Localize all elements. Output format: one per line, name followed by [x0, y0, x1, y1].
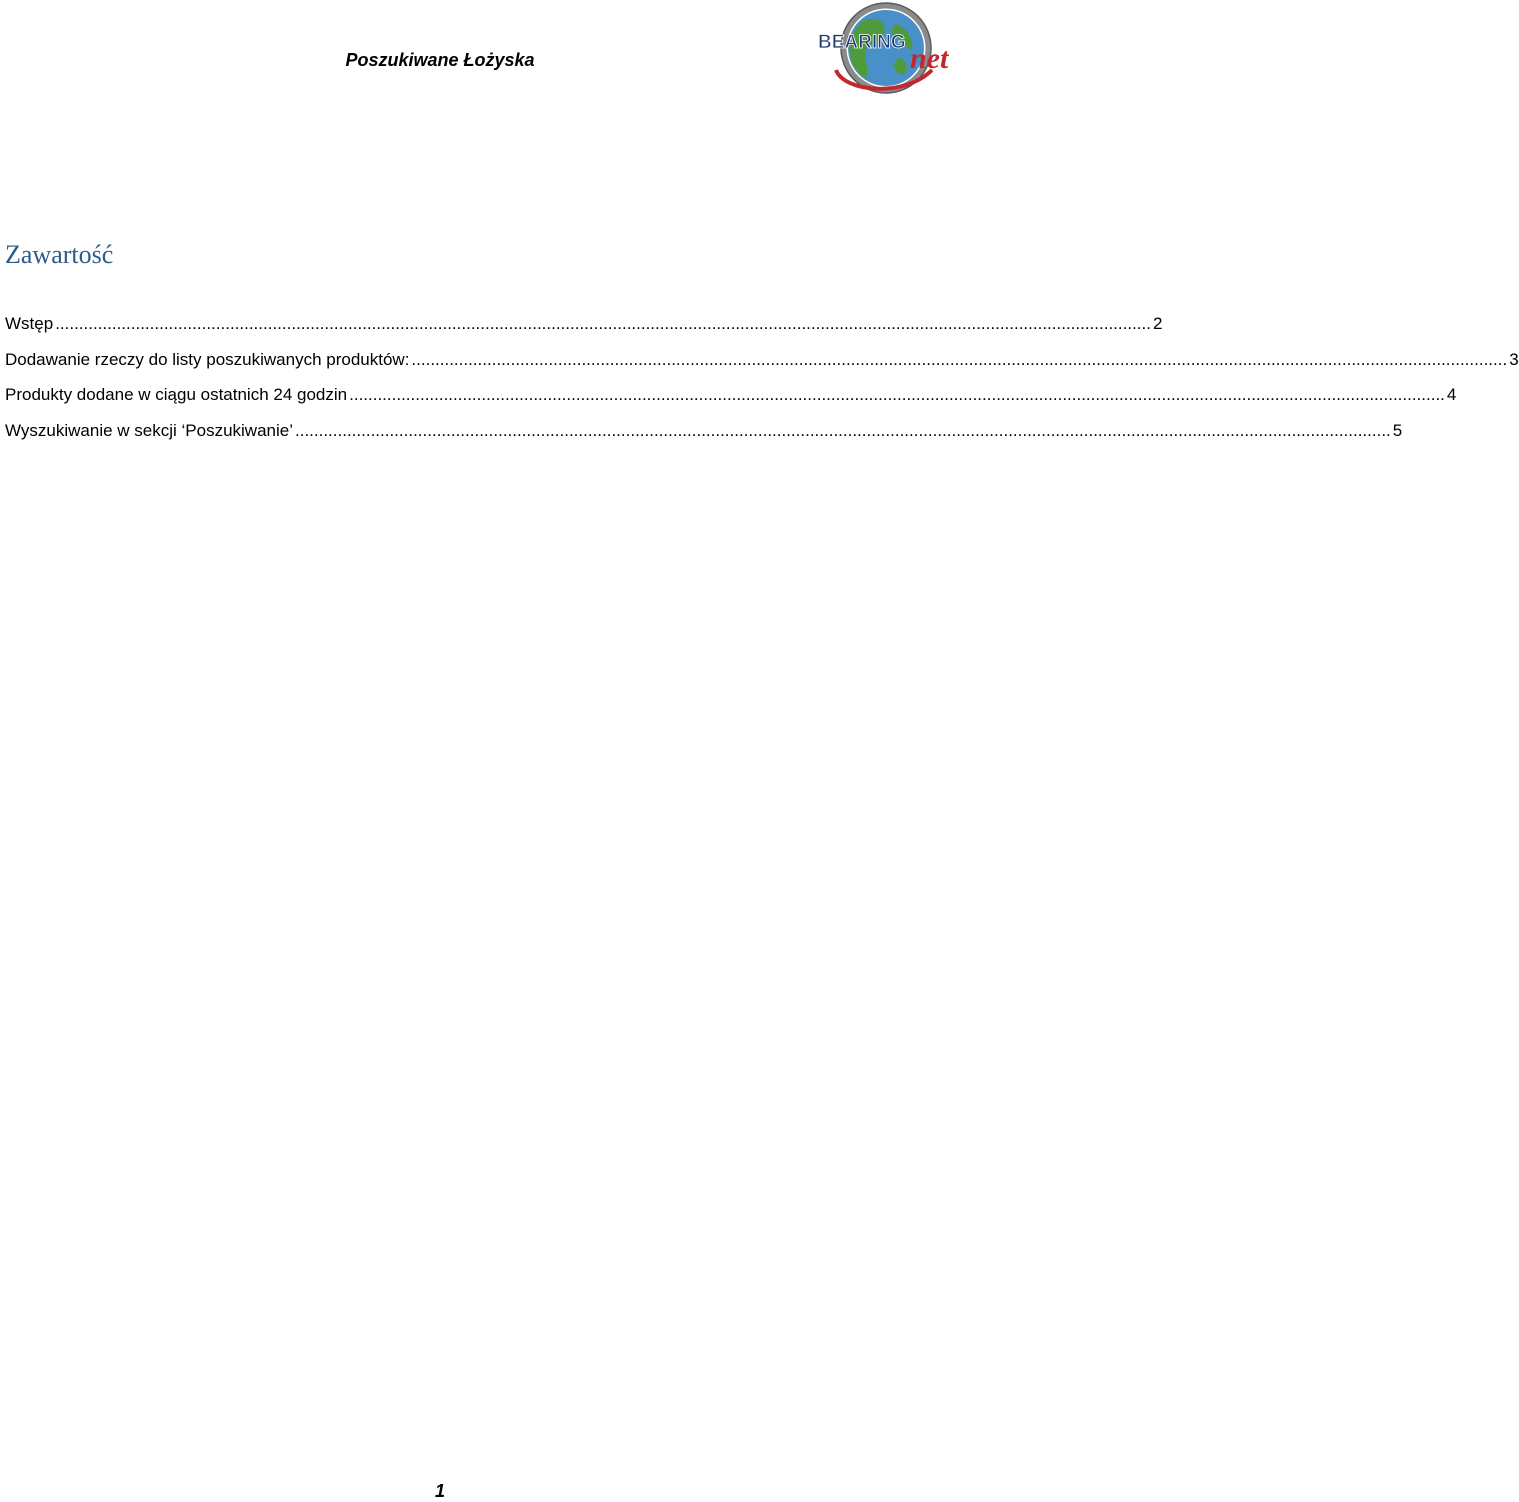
toc-entry-search-section[interactable]: [5, 420, 1403, 457]
page-number: 1: [434, 1481, 445, 1501]
svg-text:BEARING: BEARING: [818, 32, 906, 53]
document-header-title: Poszukiwane Łożyska: [345, 50, 535, 70]
toc-dot-leader: ........................................................................................................................................................................................................................................: [295, 420, 1391, 440]
toc-dot-leader: ........................................................................................................................................................................................................................................: [55, 314, 1151, 333]
toc-entry-page: 5: [1392, 420, 1403, 440]
svg-text:net: net: [910, 42, 949, 75]
toc-entry-label: Wstęp: [5, 314, 54, 333]
toc-dot-leader: ........................................................................................................................................................................................................................................: [349, 385, 1445, 404]
toc-entry-label: Produkty dodane w ciągu ostatnich 24 godzin: [5, 385, 348, 404]
toc-entry-page: 2: [1152, 314, 1163, 333]
toc-entry-introduction[interactable]: [5, 314, 1163, 350]
toc-entry-label: Dodawanie rzeczy do listy poszukiwanych produktów:: [5, 349, 410, 369]
toc-heading: Zawartość: [5, 240, 114, 269]
toc-entry-recent-products[interactable]: [5, 385, 1457, 421]
toc-dot-leader: ........................................................................................................................................................................................................................................: [411, 349, 1508, 369]
toc-entry-page: 3: [1509, 349, 1519, 369]
toc-entry-page: 4: [1446, 385, 1457, 404]
toc-entry-label: Wyszukiwanie w sekcji ‘Poszukiwanie’: [5, 420, 293, 440]
table-of-contents: [5, 314, 1519, 456]
toc-entry-adding-items[interactable]: [5, 349, 1519, 386]
bearingnet-logo: [814, 0, 960, 96]
